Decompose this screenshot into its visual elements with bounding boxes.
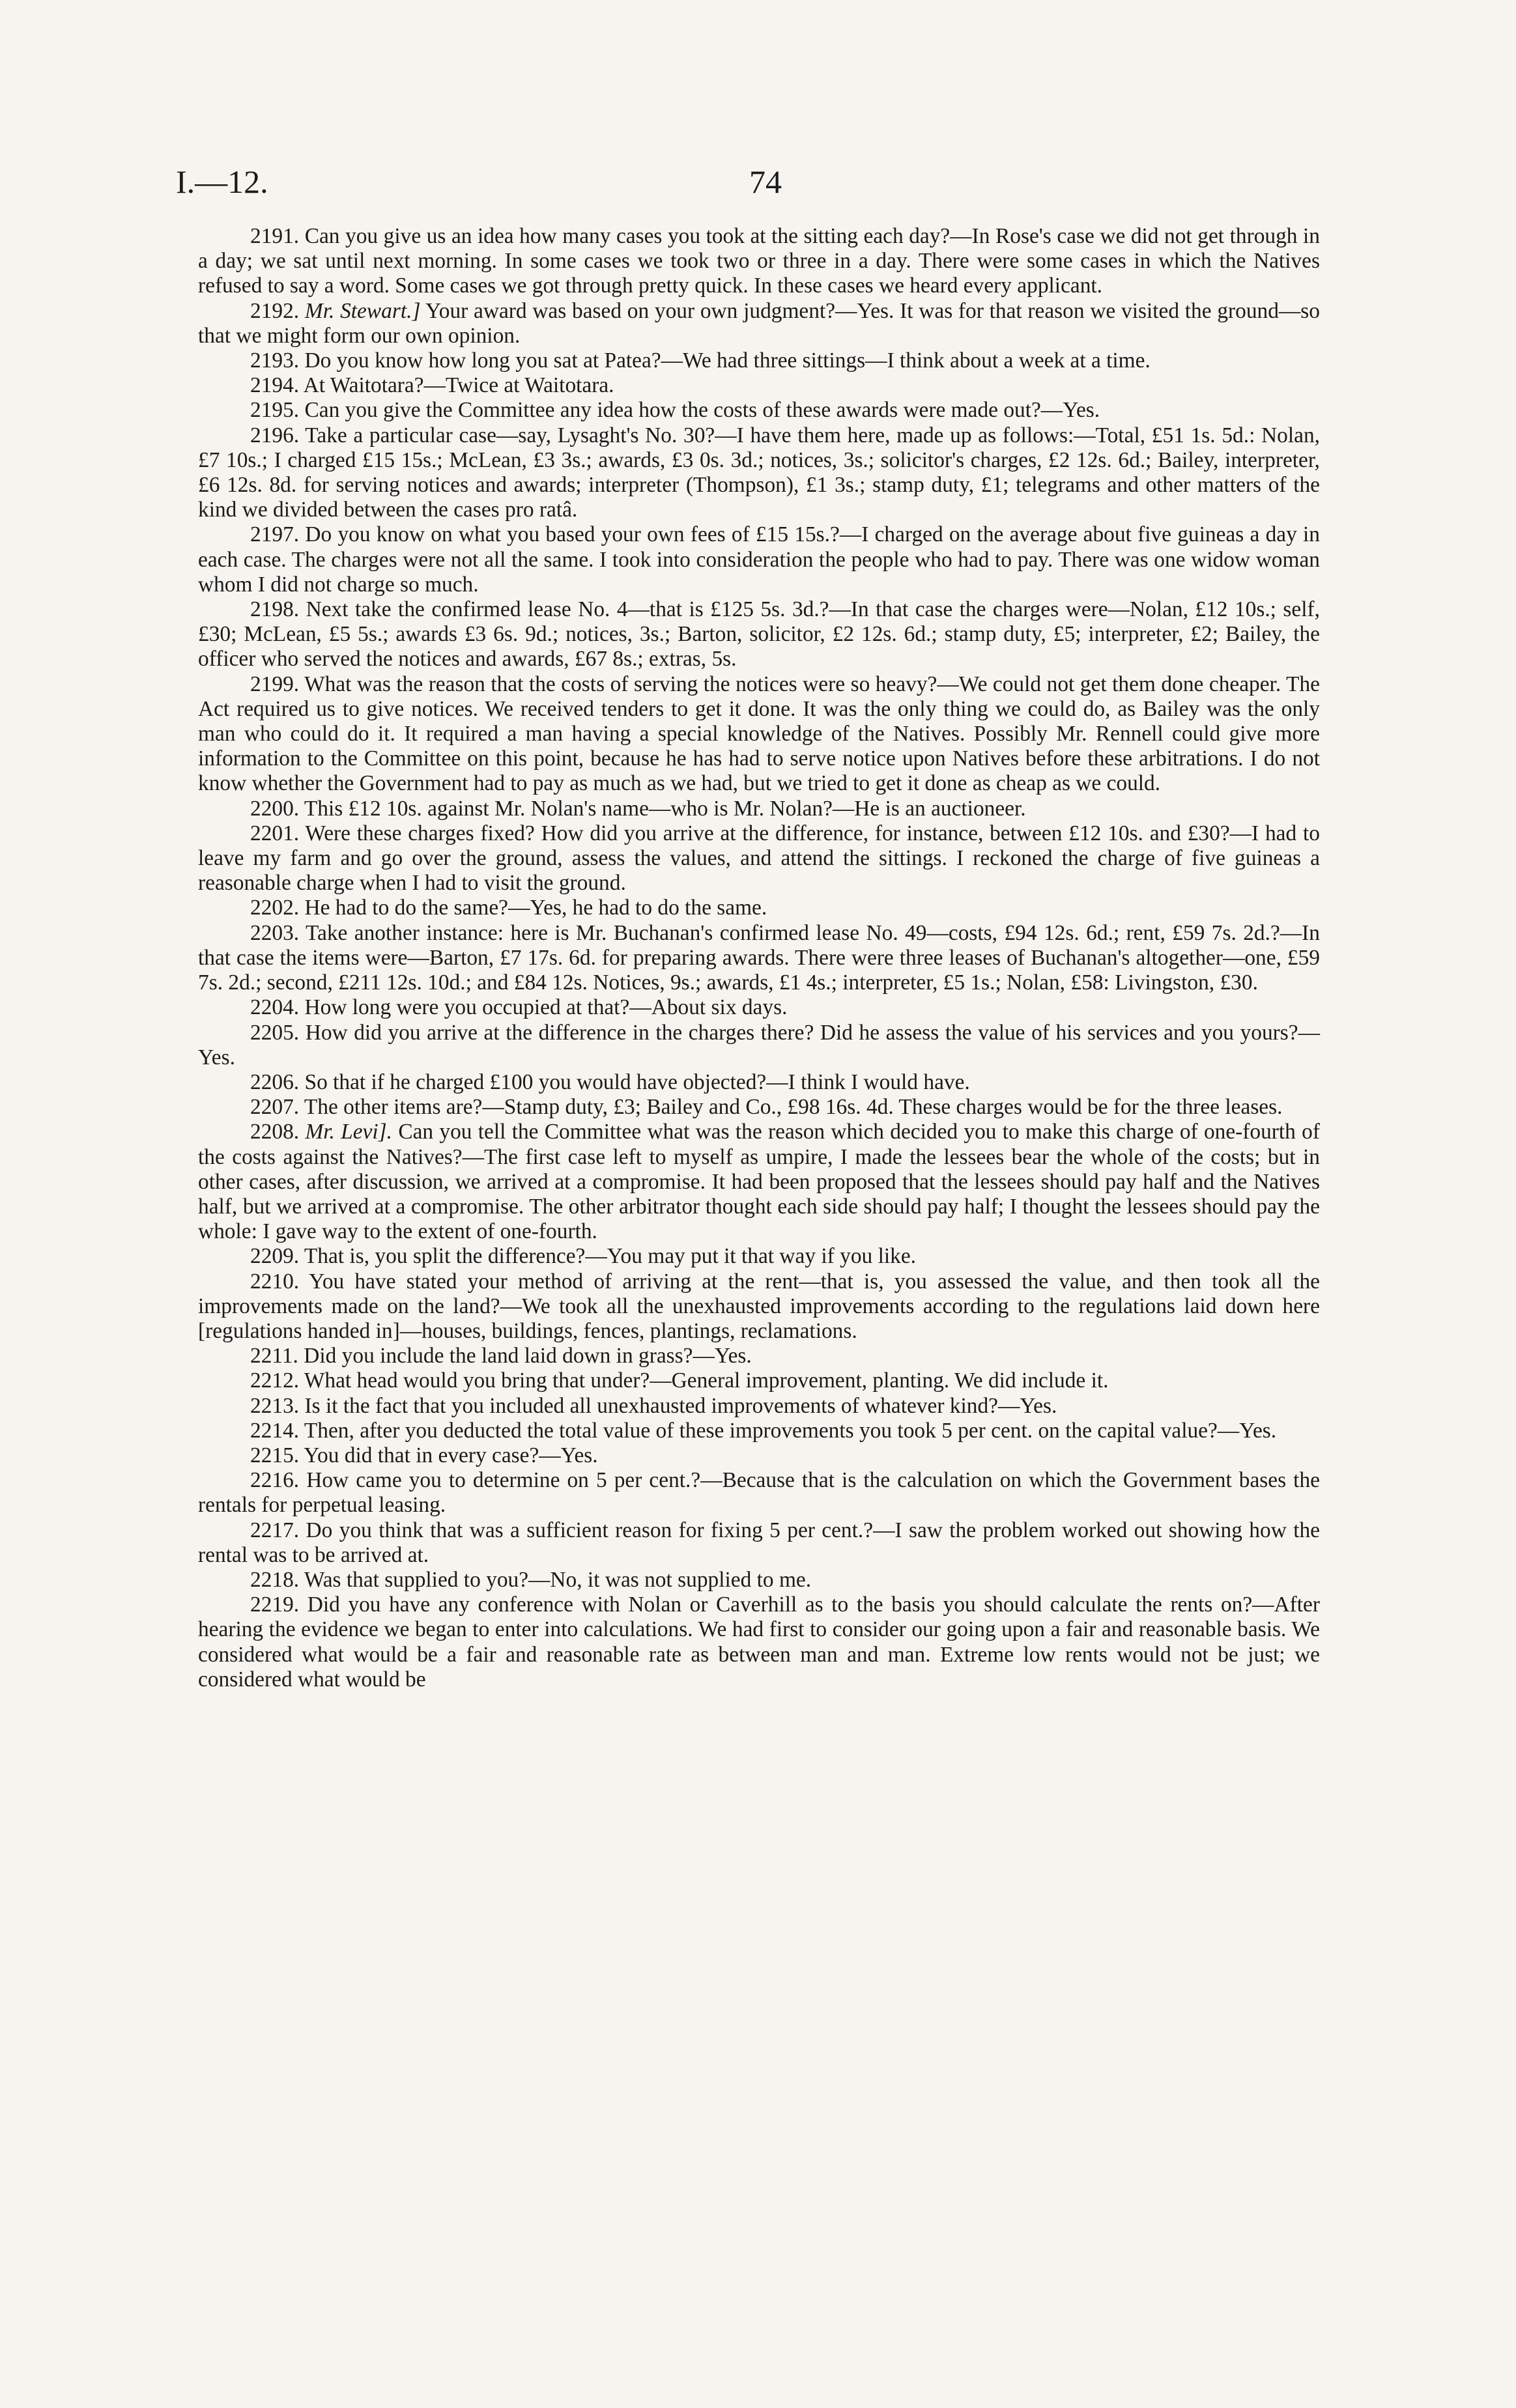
paragraph-text: Is it the fact that you included all unexhausted improvements of whatever kind?—Yes. <box>304 1393 1057 1418</box>
paragraph-text: Your award was based on your own judgment?—Yes. It was for that reason we visited the ground—so that we might form our own opinion. <box>198 298 1320 348</box>
question-number: 2215. <box>250 1443 300 1467</box>
question-number: 2206. <box>250 1069 300 1094</box>
question-number: 2194. <box>250 373 300 398</box>
paragraph-text: Then, after you deducted the total value of these improvements you took 5 per cent. on the capital value?—Yes. <box>304 1418 1277 1443</box>
sheet-id: I.—12. <box>176 163 268 200</box>
paragraph-text: Do you know on what you based your own fees of £15 15s.?—I charged on the average about five guineas a day in each case. The charges were not all the same. I took into consideration the people who had to pay. There was one widow woman whom I did not charge so much. <box>198 522 1320 597</box>
testimony-paragraph <box>198 522 1320 597</box>
question-number: 2212. <box>250 1368 300 1393</box>
testimony-paragraph <box>198 1568 1320 1593</box>
paragraph-text: You have stated your method of arriving at the rent—that is, you assessed the value, and then took all the improvements made on the land?—We took all the unexhausted improvements according to the regulations laid down here [regulations handed in]—houses, buildings, fences, plantings, reclamations. <box>198 1269 1320 1343</box>
testimony-paragraph <box>198 797 1320 821</box>
paragraph-text: Can you tell the Committee what was the reason which decided you to make this charge of one-fourth of the costs against the Natives?—The first case left to myself as umpire, I made the lessees bear the whole of the costs; but in other cases, after discussion, we arrived at a compromise. It had been proposed that the lessees should pay half and the Natives half, but we arrived at a compromise. The other arbitrator thought each side should pay half; I thought the lessees should pay the whole: I gave way to the extent of one-fourth. <box>198 1120 1320 1244</box>
question-number: 2211. <box>250 1344 298 1368</box>
question-number: 2209. <box>250 1244 300 1269</box>
question-number: 2208. <box>250 1120 300 1144</box>
testimony-paragraph <box>198 1443 1320 1468</box>
question-number: 2199. <box>250 672 300 696</box>
question-number: 2219. <box>250 1593 300 1617</box>
page-number: 74 <box>749 163 782 200</box>
question-number: 2202. <box>250 896 300 920</box>
question-number: 2203. <box>250 920 300 945</box>
testimony-paragraph <box>198 1394 1320 1419</box>
testimony-paragraph <box>198 1244 1320 1269</box>
testimony-paragraph <box>198 995 1320 1020</box>
paragraph-text: What was the reason that the costs of serving the notices were so heavy?—We could not get them done cheaper. The Act required us to give notices. We received tenders to get it done. It was the only thing we could do, as Bailey was the only man who could do it. It required a man having a special knowledge of the Natives. Possibly Mr. Rennell could give more information to the Committee on this point, because he has had to serve notice upon Natives before these arbitrations. I do not know whether the Government had to pay as much as we had, but we tried to get it done as cheap as we could. <box>198 672 1321 796</box>
testimony-paragraph <box>198 921 1320 996</box>
testimony-paragraph <box>198 1419 1320 1443</box>
testimony-paragraph <box>198 1344 1320 1368</box>
paragraph-text: How did you arrive at the difference in the charges there? Did he assess the value of his services and you yours?—Yes. <box>198 1020 1320 1069</box>
testimony-paragraph <box>198 373 1320 398</box>
paragraph-text: What head would you bring that under?—General improvement, planting. We did include it. <box>304 1368 1109 1393</box>
paragraph-text: How came you to determine on 5 per cent.?—Because that is the calculation on which the Government bases the rentals for perpetual leasing. <box>198 1468 1320 1518</box>
question-number: 2213. <box>250 1393 300 1418</box>
paragraph-text: Take another instance: here is Mr. Buchanan's confirmed lease No. 49—costs, £94 12s. 6d.; rent, £59 7s. 2d.?—In that case the items were—Barton, £7 17s. 6d. for preparing awards. There were three leases of Buchanan's altogether—one, £59 7s. 2d.; second, £211 12s. 10d.; and £84 12s. Notices, 9s.; awards, £1 4s.; interpreter, £5 1s.; Nolan, £58: Livingston, £30. <box>198 920 1320 995</box>
question-number: 2192. <box>250 298 300 323</box>
paragraph-text: Can you give the Committee any idea how the costs of these awards were made out?—Yes. <box>304 398 1100 423</box>
speaker-label: Mr. Levi]. <box>305 1120 393 1144</box>
paragraph-text: Were these charges fixed? How did you arrive at the difference, for instance, between £12 10s. and £30?—I had to leave my farm and go over the ground, assess the values, and attend the sittings. I reckoned the charge of five guineas a reasonable charge when I had to visit the ground. <box>198 821 1320 896</box>
testimony-paragraph <box>198 224 1320 299</box>
question-number: 2216. <box>250 1468 300 1493</box>
paragraph-text: Can you give us an idea how many cases you took at the sitting each day?—In Rose's case we did not get through in a day; we sat until next morning. In some cases we took two or three in a day. There were some cases in which the Natives refused to say a word. Some cases we got through pretty quick. In these cases we heard every applicant. <box>198 224 1320 298</box>
testimony-paragraph <box>198 672 1320 797</box>
paragraph-text: Did you have any conference with Nolan or Caverhill as to the basis you should calculate the rents on?—After hearing the evidence we began to enter into calculations. We had first to consider our going upon a fair and reasonable basis. We considered what would be a fair and reasonable rate as between man and man. Extreme low rents would not be just; we considered what would be <box>198 1593 1320 1692</box>
testimony-paragraph <box>198 1095 1320 1120</box>
question-number: 2210. <box>250 1269 300 1294</box>
page-header <box>176 163 1323 215</box>
speaker-label: Mr. Stewart.] <box>304 298 421 323</box>
paragraph-text: Next take the confirmed lease No. 4—that is £125 5s. 3d.?—In that case the charges were—Nolan, £12 10s.; self, £30; McLean, £5 5s.; awards £3 6s. 9d.; notices, 3s.; Barton, solicitor, £2 12s. 6d.; stamp duty, £5; interpreter, £2; Bailey, the officer who served the notices and awards, £67 8s.; extras, 5s. <box>198 597 1320 672</box>
paragraph-text: You did that in every case?—Yes. <box>304 1443 598 1467</box>
question-number: 2205. <box>250 1020 300 1045</box>
testimony-paragraph <box>198 1368 1320 1393</box>
question-number: 2218. <box>250 1567 300 1592</box>
question-number: 2204. <box>250 995 300 1020</box>
testimony-body <box>198 224 1320 1692</box>
paragraph-text: So that if he charged £100 you would have objected?—I think I would have. <box>304 1069 970 1094</box>
paragraph-text: That is, you split the difference?—You may put it that way if you like. <box>304 1244 917 1269</box>
testimony-paragraph <box>198 1468 1320 1518</box>
question-number: 2207. <box>250 1095 300 1120</box>
paragraph-text: Was that supplied to you?—No, it was not supplied to me. <box>304 1567 812 1592</box>
testimony-paragraph <box>198 398 1320 423</box>
question-number: 2197. <box>250 522 300 547</box>
paragraph-text: He had to do the same?—Yes, he had to do the same. <box>304 896 767 920</box>
paragraph-text: Take a particular case—say, Lysaght's No. 30?—I have them here, made up as follows:—Total, £51 1s. 5d.: Nolan, £7 10s.; I charged £15 15s.; McLean, £3 3s.; awards, £3 0s. 3d.; notices, 3s.; solicitor's charges, £2 12s. 6d.; Bailey, interpreter, £6 12s. 8d. for serving notices and awards; interpreter (Thompson), £1 3s.; stamp duty, £1; telegrams and other matters of the kind we divided between the cases pro ratâ. <box>198 423 1320 522</box>
paragraph-text: Do you think that was a sufficient reason for fixing 5 per cent.?—I saw the problem worked out showing how the rental was to be arrived at. <box>198 1518 1320 1567</box>
question-number: 2198. <box>250 597 300 622</box>
paragraph-text: The other items are?—Stamp duty, £3; Bailey and Co., £98 16s. 4d. These charges would be for the three leases. <box>304 1095 1283 1120</box>
testimony-paragraph <box>198 423 1320 523</box>
testimony-paragraph <box>198 1269 1320 1344</box>
testimony-paragraph <box>198 1070 1320 1095</box>
testimony-paragraph <box>198 299 1320 348</box>
question-number: 2201. <box>250 821 300 845</box>
testimony-paragraph <box>198 1021 1320 1070</box>
paragraph-text: How long were you occupied at that?—About six days. <box>304 995 788 1020</box>
testimony-paragraph <box>198 348 1320 373</box>
paragraph-text: Did you include the land laid down in grass?—Yes. <box>304 1344 752 1368</box>
testimony-paragraph <box>198 896 1320 920</box>
paragraph-text: Do you know how long you sat at Patea?—We had three sittings—I think about a week at a time. <box>304 348 1151 373</box>
question-number: 2214. <box>250 1418 300 1443</box>
testimony-paragraph <box>198 1518 1320 1568</box>
question-number: 2193. <box>250 348 300 373</box>
question-number: 2196. <box>250 423 300 447</box>
testimony-paragraph <box>198 597 1320 672</box>
testimony-paragraph <box>198 1120 1320 1244</box>
question-number: 2191. <box>250 224 300 248</box>
paragraph-text: At Waitotara?—Twice at Waitotara. <box>303 373 614 398</box>
question-number: 2200. <box>250 796 300 821</box>
testimony-paragraph <box>198 1593 1320 1692</box>
question-number: 2217. <box>250 1518 300 1542</box>
paragraph-text: This £12 10s. against Mr. Nolan's name—who is Mr. Nolan?—He is an auctioneer. <box>304 796 1026 821</box>
question-number: 2195. <box>250 398 300 423</box>
testimony-paragraph <box>198 821 1320 896</box>
